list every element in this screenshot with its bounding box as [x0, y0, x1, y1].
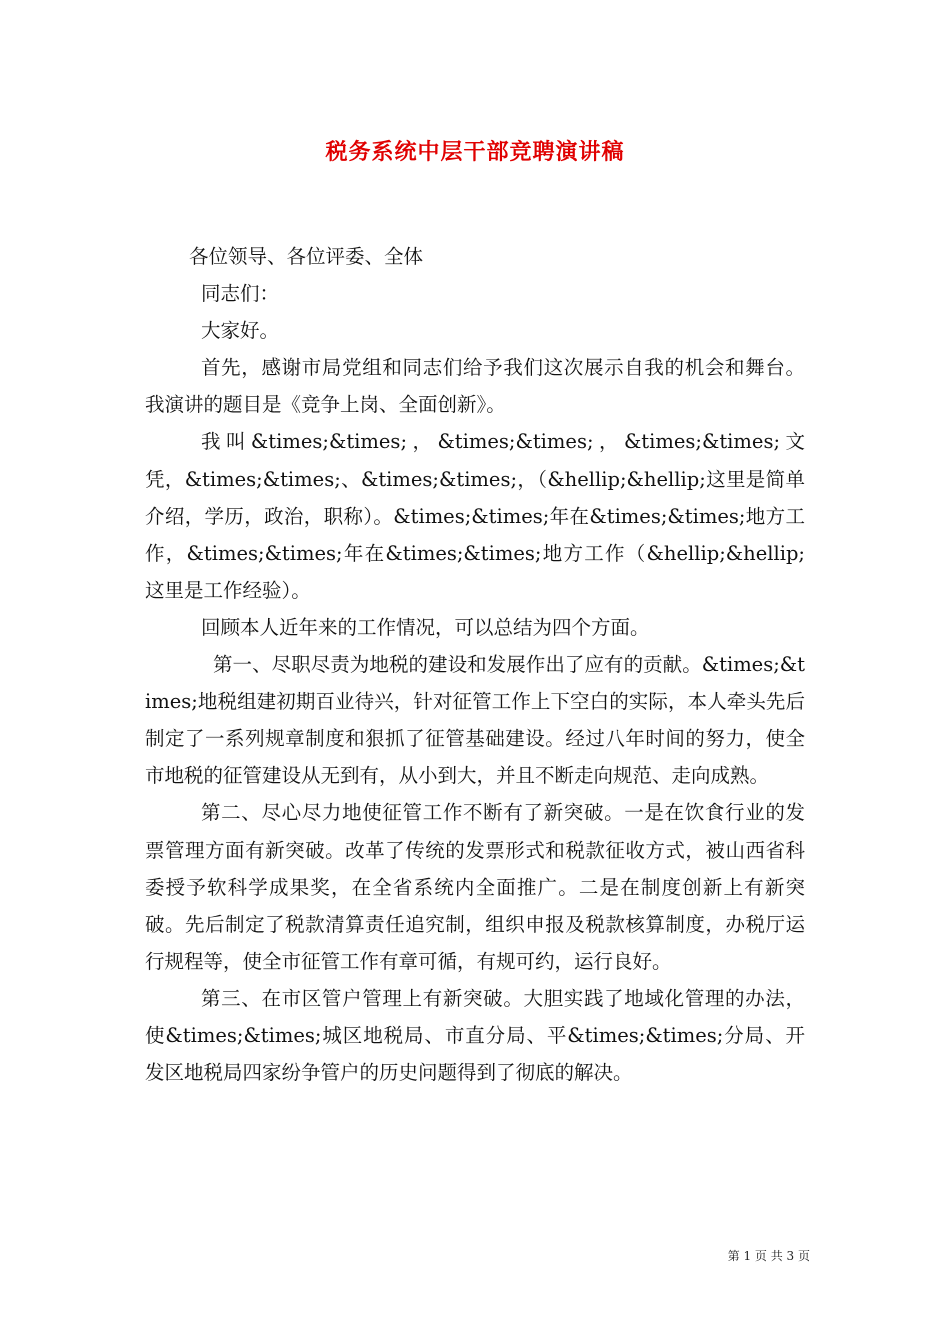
page-number: 第 1 页 共 3 页 [727, 1249, 810, 1263]
document-body [145, 238, 805, 1091]
greeting: 大家好。 [201, 319, 280, 343]
salutation-line: 各位领导、各位评委、全体 [189, 245, 424, 268]
paragraph-point-two: 第二、尽心尽力地使征管工作不断有了新突破。一是在饮食行业的发票管理方面有新突破。改革了传统的发票形式和税款征收方式，被山西省科委授予软科学成果奖，在全省系统内全面推广。二是在制度创新上有新突破。先后制定了税款清算责任追究制，组织申报及税款核算制度，办税厅运行规程等，使全市征管工作有章可循，有规可约，运行良好。 [145, 801, 805, 973]
salutation-continuation: 同志们： [201, 282, 280, 306]
paragraph-opening: 首先，感谢市局党组和同志们给予我们这次展示自我的机会和舞台。我演讲的题目是《竞争上岗、全面创新》。 [145, 356, 805, 417]
paragraph-self-introduction: 我叫&times;&times;，&times;&times;，&times;&times;文凭，&times;&times;、&times;&times;，（&hellip;&hellip;这里是简单介绍，学历，政治，职称）。&times;&times;年在&times;&times;地方工作，&times;&times;年在&times;&times;地方工作（&hellip;&hellip;这里是工作经验）。 [145, 430, 805, 602]
paragraph-point-three: 第三、在市区管户管理上有新突破。大胆实践了地域化管理的办法，使&times;&times;城区地税局、市直分局、平&times;&times;分局、开发区地税局四家纷争管户的历史问题得到了彻底的解决。 [145, 986, 805, 1085]
document-title: 税务系统中层干部竞聘演讲稿 [325, 139, 625, 165]
paragraph-point-one: 第一、尽职尽责为地税的建设和发展作出了应有的贡献。&times;&times;地税组建初期百业待兴，针对征管工作上下空白的实际，本人牵头先后制定了一系列规章制度和狠抓了征管基础建设。经过八年时间的努力，使全市地税的征管建设从无到有，从小到大，并且不断走向规范、走向成熟。 [145, 653, 805, 788]
paragraph-review-intro: 回顾本人近年来的工作情况，可以总结为四个方面。 [201, 615, 650, 639]
